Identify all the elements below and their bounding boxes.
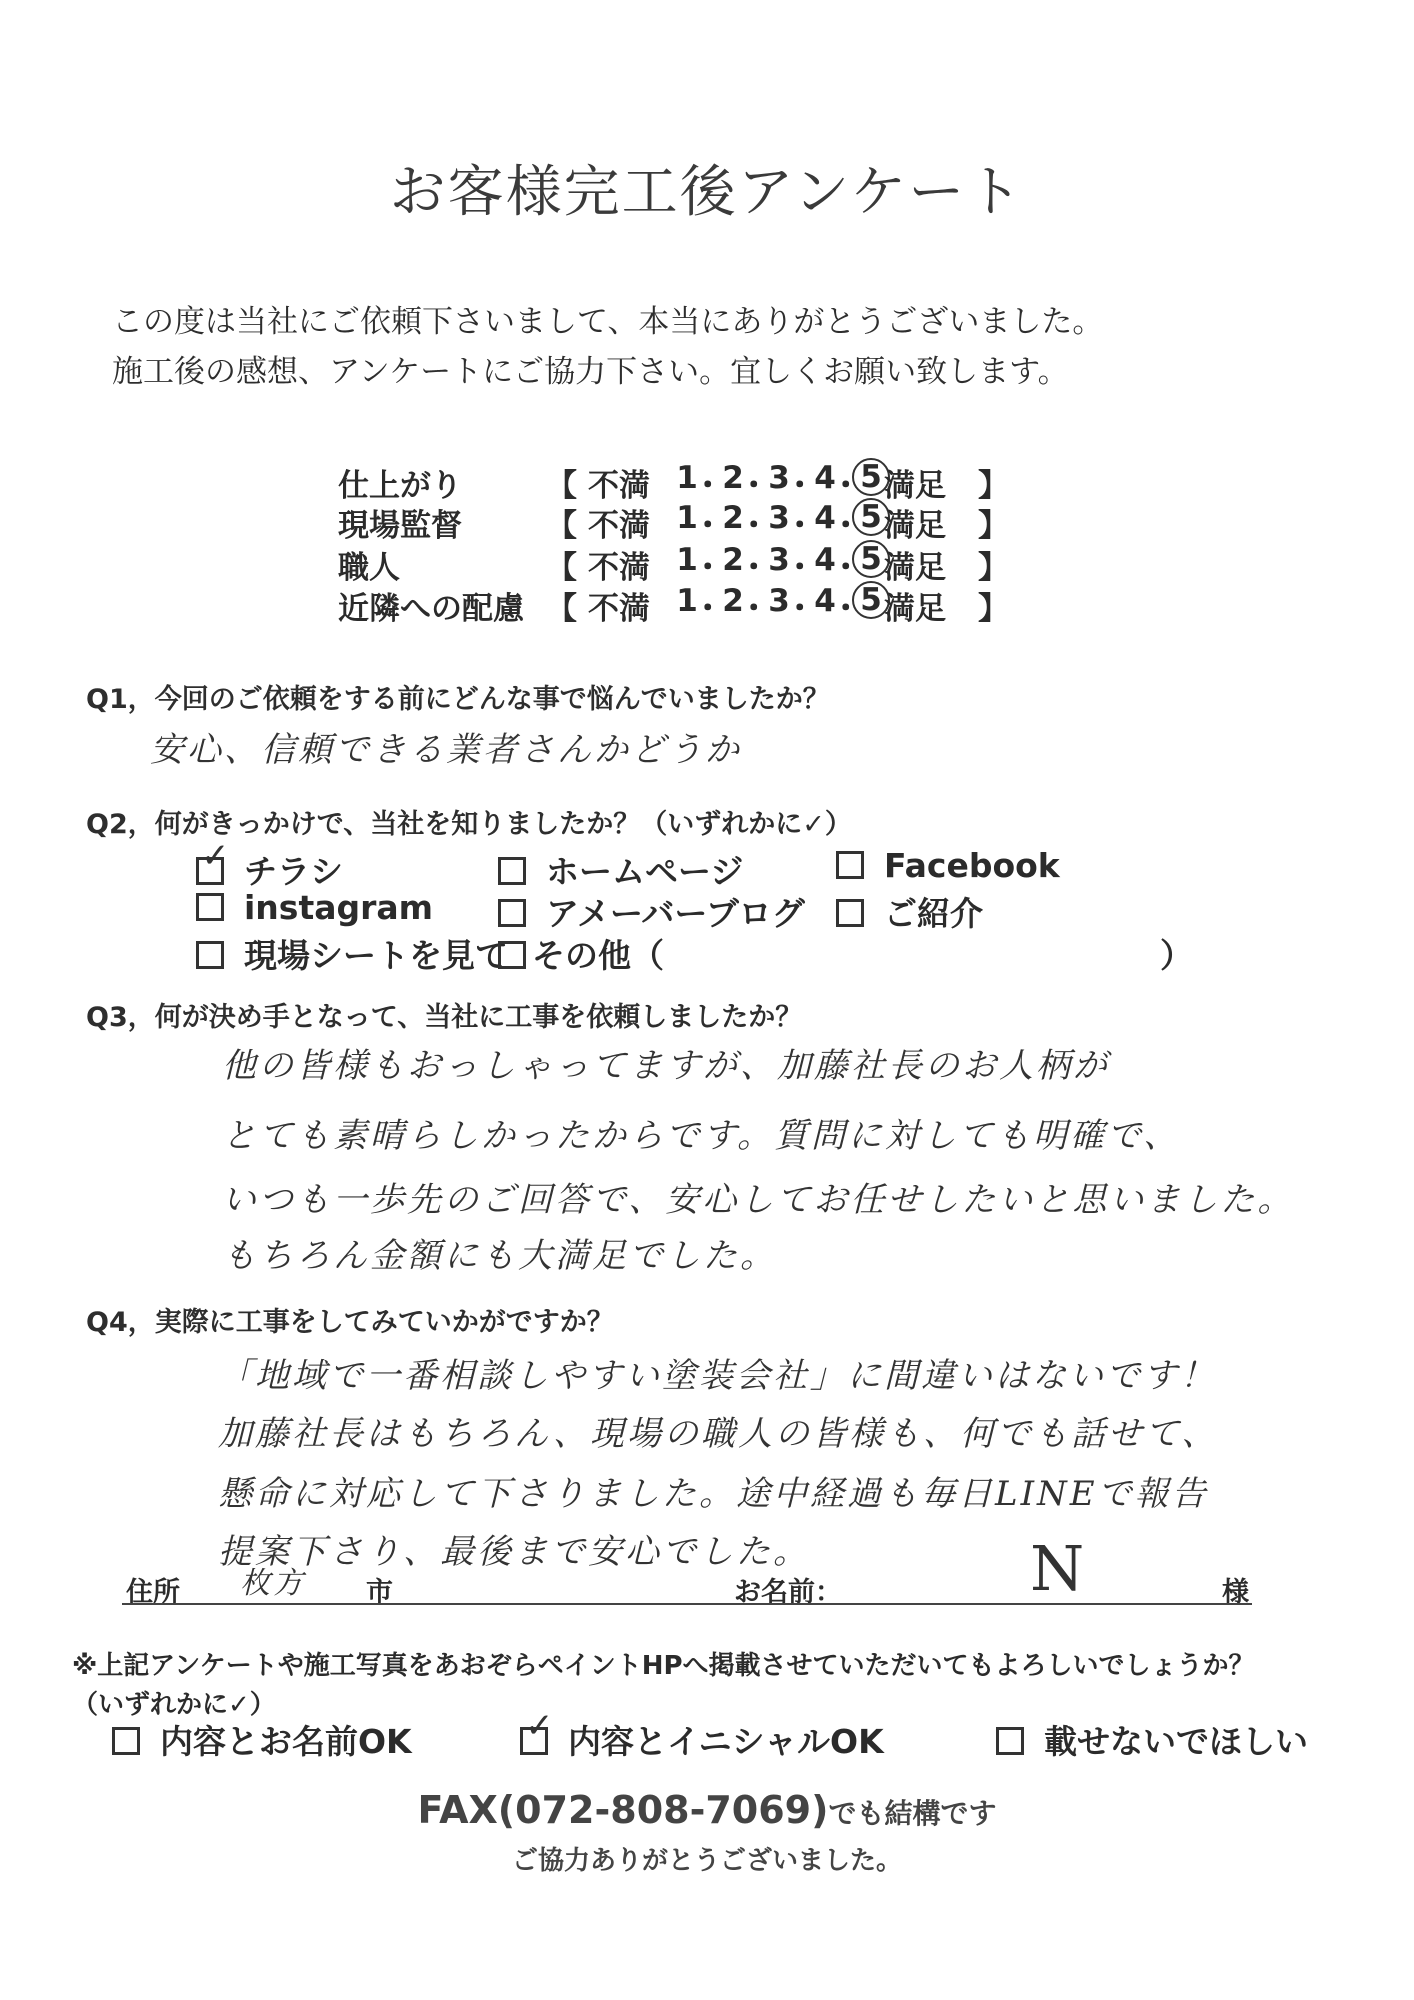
rating-scale-value: 4 — [814, 542, 836, 578]
q2-option[interactable] — [498, 930, 664, 977]
rating-selected-value: 5 — [852, 498, 890, 536]
publish-instruction: （いずれかに✓） — [72, 1690, 276, 1720]
intro-line-1: この度は当社にご依頼下さいまして、本当にありがとうございました。 — [112, 304, 1104, 340]
fax-number: 072-808-7069 — [515, 1788, 812, 1832]
rating-scale-value: 2 — [722, 542, 744, 578]
rating-label: 職人 — [338, 550, 400, 586]
rating-separator: ･ — [746, 550, 762, 586]
q2-question: Q2，何がきっかけで、当社を知りましたか？（いずれかに✓） — [86, 809, 852, 840]
q2-option[interactable] — [196, 846, 343, 893]
rating-separator: ･ — [746, 591, 762, 627]
checkbox[interactable] — [836, 899, 864, 927]
q2-option[interactable] — [836, 846, 1060, 885]
honorific-label: 様 — [1222, 1577, 1249, 1608]
rating-scale-value: 1 — [676, 542, 698, 578]
name-label: お名前： — [734, 1577, 842, 1608]
rating-separator: ･ — [792, 508, 808, 544]
rating-separator: ･ — [746, 468, 762, 504]
rating-separator: ･ — [838, 550, 854, 586]
rating-separator: ･ — [700, 550, 716, 586]
publish-option[interactable] — [520, 1716, 884, 1763]
rating-low-label: 不満 — [588, 468, 650, 504]
publish-option-label: 載せないでほしい — [1044, 1722, 1308, 1761]
q2-option-label: Facebook — [884, 846, 1060, 885]
customer-info-underline — [122, 1603, 1252, 1605]
q2-option[interactable] — [196, 930, 508, 977]
rating-separator: ･ — [700, 508, 716, 544]
rating-low-label: 不満 — [588, 550, 650, 586]
rating-high-label: 満足 — [884, 508, 946, 544]
rating-selected-value: 5 — [852, 540, 890, 578]
name-value: N — [1030, 1532, 1088, 1605]
q2-option-label: チラシ — [244, 852, 343, 891]
rating-close-bracket: 】 — [978, 550, 1009, 586]
rating-high-label: 満足 — [884, 468, 946, 504]
checkbox[interactable] — [996, 1727, 1024, 1755]
rating-open-bracket: 【 — [546, 508, 577, 544]
rating-low-label: 不満 — [588, 508, 650, 544]
checkbox[interactable] — [112, 1727, 140, 1755]
checkbox[interactable] — [196, 893, 224, 921]
checkbox[interactable] — [196, 941, 224, 969]
fax-suffix: でも結構です — [828, 1797, 997, 1830]
fax-close-paren: ) — [811, 1788, 829, 1832]
checkbox[interactable] — [498, 941, 526, 969]
address-value: 枚方 — [240, 1566, 306, 1601]
q1-question: Q1，今回のご依頼をする前にどんな事で悩んでいましたか？ — [86, 684, 830, 715]
q2-option[interactable] — [836, 888, 983, 935]
rating-scale-value: 1 — [676, 460, 698, 496]
survey-title: お客様完工後アンケート — [389, 160, 1025, 225]
rating-separator: ･ — [746, 508, 762, 544]
rating-separator: ･ — [838, 508, 854, 544]
rating-separator: ･ — [700, 468, 716, 504]
q2-option[interactable] — [498, 888, 805, 935]
city-label: 市 — [366, 1577, 393, 1608]
rating-separator: ･ — [792, 550, 808, 586]
checkbox[interactable] — [498, 899, 526, 927]
checked-checkbox[interactable] — [520, 1727, 548, 1755]
rating-separator: ･ — [838, 591, 854, 627]
rating-separator: ･ — [792, 591, 808, 627]
rating-high-label: 満足 — [884, 591, 946, 627]
rating-scale-value: 2 — [722, 460, 744, 496]
rating-high-label: 満足 — [884, 550, 946, 586]
publish-option-label: 内容とイニシャルOK — [568, 1722, 884, 1761]
q1-answer: 安心、信頼できる業者さんかどうか — [150, 730, 742, 770]
rating-scale-value: 1 — [676, 500, 698, 536]
rating-open-bracket: 【 — [546, 591, 577, 627]
rating-scale-value: 3 — [768, 542, 790, 578]
rating-separator: ･ — [792, 468, 808, 504]
address-label: 住所 — [126, 1577, 180, 1608]
q2-option[interactable] — [498, 846, 743, 893]
q3-answer-line-3: いつも一歩先のご回答で、安心してお任せしたいと思いました。 — [222, 1180, 1295, 1220]
rating-open-bracket: 【 — [546, 468, 577, 504]
rating-separator: ･ — [838, 468, 854, 504]
rating-close-bracket: 】 — [978, 508, 1009, 544]
rating-selected-value: 5 — [852, 458, 890, 496]
rating-scale-value: 3 — [768, 500, 790, 536]
rating-scale-value: 3 — [768, 583, 790, 619]
q4-question: Q4，実際に工事をしてみていかがですか？ — [86, 1307, 614, 1338]
q2-option-label: ホームページ — [546, 852, 744, 891]
rating-label: 近隣への配慮 — [338, 591, 524, 627]
publish-option[interactable] — [112, 1716, 412, 1763]
checkbox[interactable] — [498, 857, 526, 885]
publish-question: ※上記アンケートや施工写真をあおぞらペイントHPへ掲載させていただいてもよろしいでしょうか？ — [72, 1651, 1255, 1681]
rating-scale-value: 4 — [814, 500, 836, 536]
rating-separator: ･ — [700, 591, 716, 627]
rating-close-bracket: 】 — [978, 468, 1009, 504]
checkbox[interactable] — [836, 851, 864, 879]
rating-scale-value: 2 — [722, 583, 744, 619]
q2-option-label: instagram — [244, 888, 434, 927]
rating-scale-value: 4 — [814, 460, 836, 496]
checked-checkbox[interactable] — [196, 857, 224, 885]
q4-answer-line-1: 「地域で一番相談しやすい塗装会社」に間違いはないです！ — [218, 1356, 1217, 1396]
q4-answer-line-2: 加藤社長はもちろん、現場の職人の皆様も、何でも話せて、 — [218, 1414, 1219, 1454]
q3-answer-line-4: もちろん金額にも大満足でした。 — [222, 1236, 777, 1276]
q3-answer-line-2: とても素晴らしかったからです。質問に対しても明確で、 — [222, 1116, 1181, 1156]
rating-scale-value: 1 — [676, 583, 698, 619]
rating-open-bracket: 【 — [546, 550, 577, 586]
rating-label: 仕上がり — [338, 468, 462, 504]
publish-option[interactable] — [996, 1716, 1308, 1763]
q2-option-label: アメーバーブログ — [546, 894, 805, 933]
q2-option[interactable] — [196, 888, 433, 927]
fax-line — [0, 1788, 1414, 1832]
q2-option-label: ご紹介 — [884, 894, 983, 933]
q4-answer-line-4: 提案下さり、最後まで安心でした。 — [218, 1532, 810, 1572]
rating-selected-value: 5 — [852, 581, 890, 619]
q2-other-close: ） — [1160, 936, 1193, 975]
q4-answer-line-3: 懸命に対応して下さりました。途中経過も毎日LINEで報告 — [218, 1474, 1209, 1514]
rating-scale-value: 3 — [768, 460, 790, 496]
q2-option-label: その他（ — [532, 936, 664, 975]
publish-option-label: 内容とお名前OK — [160, 1722, 412, 1761]
q3-question: Q3，何が決め手となって、当社に工事を依頼しましたか？ — [86, 1002, 803, 1033]
q3-answer-line-1: 他の皆様もおっしゃってますが、加藤社長のお人柄が — [222, 1046, 1110, 1086]
rating-scale-value: 2 — [722, 500, 744, 536]
rating-label: 現場監督 — [338, 508, 462, 544]
fax-prefix: FAX( — [417, 1788, 516, 1832]
thanks-message: ご協力ありがとうございました。 — [511, 1846, 902, 1876]
rating-scale-value: 4 — [814, 583, 836, 619]
q2-option-label: 現場シートを見て — [244, 936, 508, 975]
rating-close-bracket: 】 — [978, 591, 1009, 627]
intro-line-2: 施工後の感想、アンケートにご協力下さい。宜しくお願い致します。 — [112, 354, 1069, 390]
rating-low-label: 不満 — [588, 591, 650, 627]
